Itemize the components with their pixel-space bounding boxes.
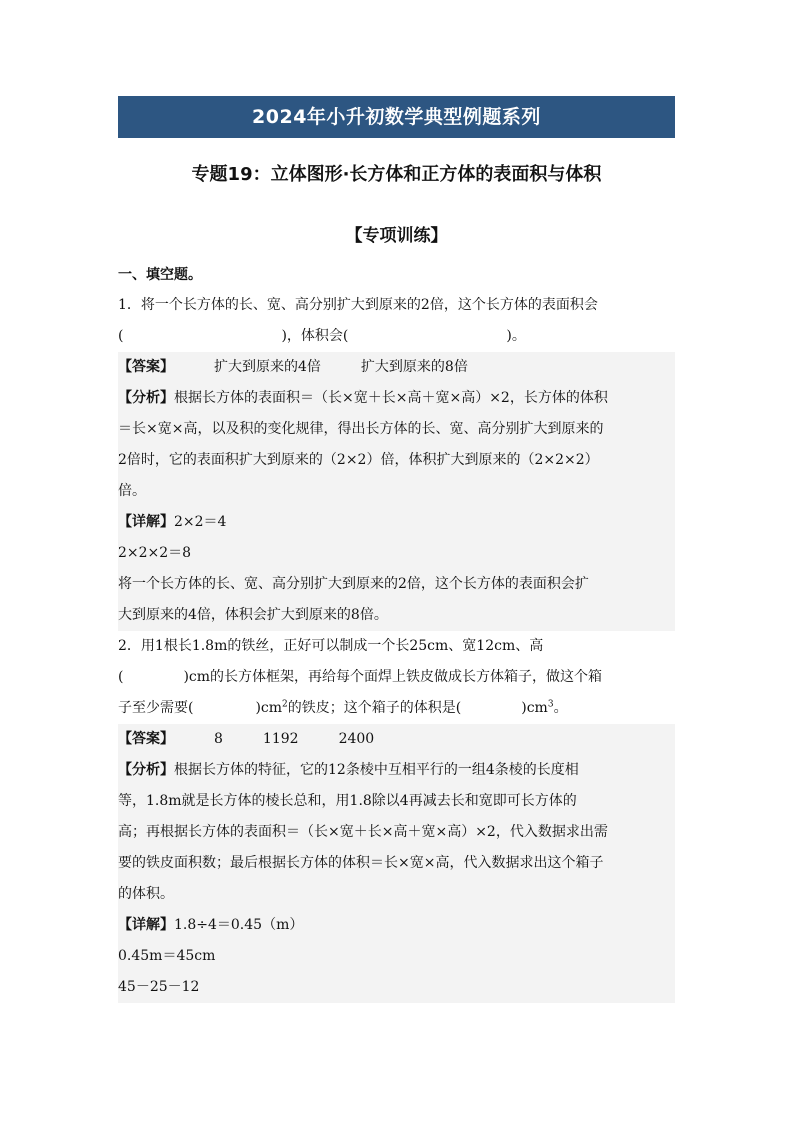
analysis-text: 根据长方体的表面积＝（长×宽＋长×高＋宽×高）×2，长方体的体积 bbox=[174, 390, 608, 406]
unit-exponent: 2 bbox=[282, 699, 288, 710]
detail-line: 将一个长方体的长、宽、高分别扩大到原来的2倍，这个长方体的表面积会扩 bbox=[118, 576, 589, 592]
analysis-line: 2倍时，它的表面积扩大到原来的（2×2）倍，体积扩大到原来的（2×2×2） bbox=[118, 452, 599, 468]
question-1-line-2 bbox=[118, 321, 675, 352]
detail-text: 2×2＝4 bbox=[174, 514, 227, 530]
analysis-line: 倍。 bbox=[118, 483, 146, 499]
text-span: )。 bbox=[506, 328, 526, 344]
answer-value: 8 bbox=[214, 731, 223, 747]
text-span: 子至少需要( bbox=[118, 700, 194, 716]
answer-line bbox=[118, 724, 675, 755]
answer-tag: 【答案】 bbox=[118, 359, 174, 375]
question-2-line-2 bbox=[118, 662, 675, 693]
section-heading: 一、填空题。 bbox=[118, 267, 202, 283]
analysis-line: 高；再根据长方体的表面积＝（长×宽＋长×高＋宽×高）×2，代入数据求出需 bbox=[118, 824, 608, 840]
question-2-line-3 bbox=[118, 693, 675, 724]
question-1-line-1: 1．将一个长方体的长、宽、高分别扩大到原来的2倍，这个长方体的表面积会 bbox=[118, 297, 598, 313]
detail-text: 1.8÷4＝0.45（m） bbox=[174, 917, 304, 933]
text-span: 。 bbox=[553, 700, 568, 716]
detail-line: 大到原来的4倍，体积会扩大到原来的8倍。 bbox=[118, 607, 388, 623]
answer-line bbox=[118, 352, 675, 383]
detail-line: 45－25－12 bbox=[118, 979, 200, 995]
detail-line bbox=[118, 910, 675, 941]
paren-open: ( bbox=[118, 669, 124, 685]
analysis-line: 要的铁皮面积数；最后根据长方体的体积＝长×宽×高，代入数据求出这个箱子 bbox=[118, 855, 604, 871]
answer-tag: 【答案】 bbox=[118, 731, 174, 747]
text-span: )，体积会( bbox=[281, 328, 349, 344]
detail-line bbox=[118, 507, 675, 538]
analysis-line bbox=[118, 755, 675, 786]
answer-value: 扩大到原来的8倍 bbox=[360, 359, 468, 375]
analysis-line: 等，1.8m就是长方体的棱长总和，用1.8除以4再减去长和宽即可长方体的 bbox=[118, 793, 577, 809]
analysis-text: 根据长方体的特征，它的12条棱中互相平行的一组4条棱的长度相 bbox=[174, 762, 579, 778]
question-2-solution bbox=[118, 724, 675, 1003]
training-heading: 【专项训练】 bbox=[345, 226, 448, 246]
text-span: 的铁皮；这个箱子的体积是( bbox=[287, 700, 462, 716]
text-span: )cm bbox=[255, 700, 283, 716]
text-span: )cm的长方体框架，再给每个面焊上铁皮做成长方体箱子，做这个箱 bbox=[183, 669, 603, 685]
analysis-line: 的体积。 bbox=[118, 886, 174, 902]
detail-line: 0.45m＝45cm bbox=[118, 948, 216, 964]
text-span: )cm bbox=[521, 700, 548, 716]
analysis-tag: 【分析】 bbox=[118, 762, 174, 778]
detail-tag: 【详解】 bbox=[118, 514, 174, 530]
answer-value: 2400 bbox=[338, 731, 375, 747]
detail-line: 2×2×2＝8 bbox=[118, 545, 192, 561]
paren-open: ( bbox=[118, 328, 124, 344]
answer-value: 1192 bbox=[262, 731, 299, 747]
question-1-solution bbox=[118, 352, 675, 631]
answer-value: 扩大到原来的4倍 bbox=[214, 359, 321, 375]
analysis-tag: 【分析】 bbox=[118, 390, 174, 406]
series-banner: 2024年小升初数学典型例题系列 bbox=[118, 96, 675, 138]
topic-title: 专题19：立体图形·长方体和正方体的表面积与体积 bbox=[191, 164, 602, 185]
unit-exponent: 3 bbox=[547, 699, 554, 710]
analysis-line: ＝长×宽×高，以及积的变化规律，得出长方体的长、宽、高分别扩大到原来的 bbox=[118, 421, 604, 437]
document-page bbox=[118, 96, 675, 1003]
detail-tag: 【详解】 bbox=[118, 917, 174, 933]
analysis-line bbox=[118, 383, 675, 414]
question-2-line-1: 2．用1根长1.8m的铁丝，正好可以制成一个长25cm、宽12cm、高 bbox=[118, 638, 544, 654]
